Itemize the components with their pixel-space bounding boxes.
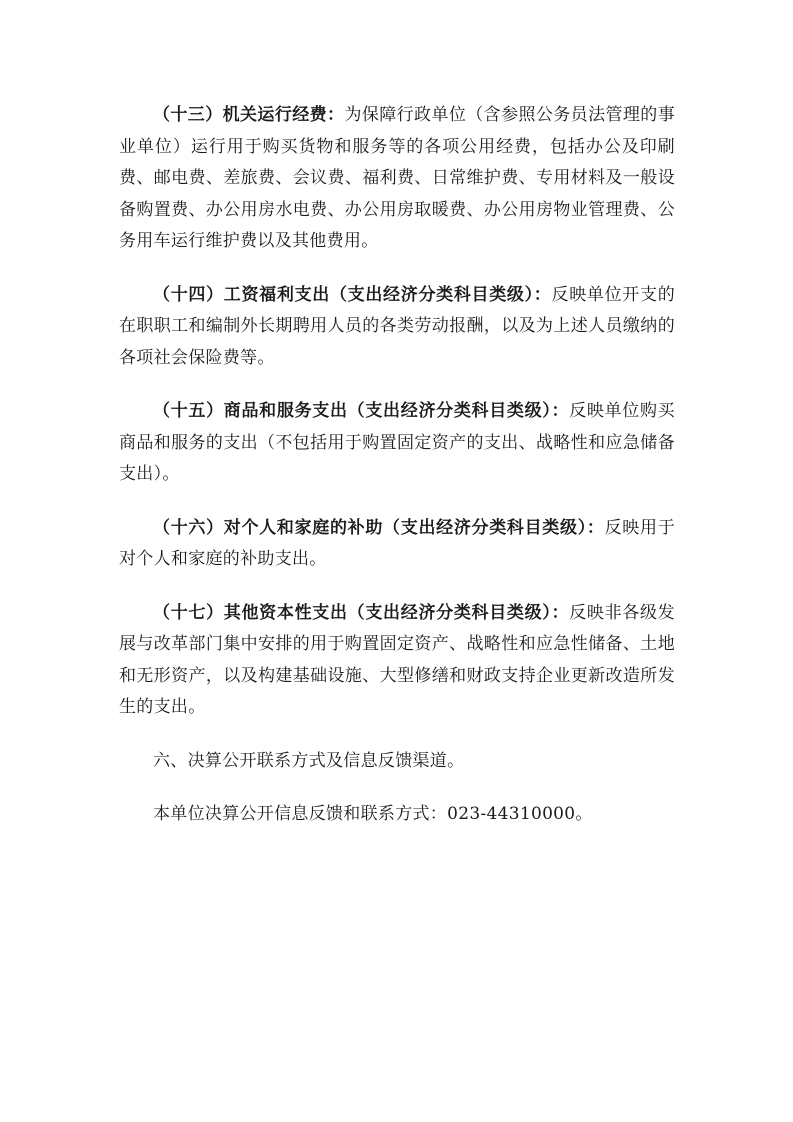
definition-item-16 xyxy=(119,513,675,576)
definition-term: （十五）商品和服务支出（支出经济分类科目类级）： xyxy=(153,401,570,421)
definition-text: 反映单位开支的在职职工和编制外长期聘用人员的各类劳动报酬，以及为上述人员缴纳的各项社会保险费等。 xyxy=(119,284,675,368)
definition-text: 反映用于对个人和家庭的补助支出。 xyxy=(119,517,675,569)
definition-text: 为保障行政单位（含参照公务员法管理的事业单位）运行用于购买货物和服务等的各项公用经费，包括办公及印刷费、邮电费、差旅费、会议费、福利费、日常维护费、专用材料及一般设备购置费、办公用房水电费、办公用房取暖费、办公用房物业管理费、公务用车运行维护费以及其他费用。 xyxy=(119,105,675,251)
definition-text: 反映非各级发展与改革部门集中安排的用于购置固定资产、战略性和应急性储备、土地和无形资产，以及构建基础设施、大型修缮和财政支持企业更新改造所发生的支出。 xyxy=(119,602,675,717)
section-heading: 六、决算公开联系方式及信息反馈渠道。 xyxy=(153,750,465,771)
definition-item-15 xyxy=(119,396,675,491)
definition-item-13 xyxy=(119,100,675,258)
definition-term: （十六）对个人和家庭的补助（支出经济分类科目类级）： xyxy=(153,517,605,538)
definition-item-14 xyxy=(119,280,675,375)
contact-info: 本单位决算公开信息反馈和联系方式：023-44310000。 xyxy=(153,804,593,824)
definition-term: （十七）其他资本性支出（支出经济分类科目类级）： xyxy=(153,602,570,623)
definition-term: （十三）机关运行经费： xyxy=(153,105,345,125)
document-page xyxy=(119,100,675,853)
definition-text: 反映单位购买商品和服务的支出（不包括用于购置固定资产的支出、战略性和应急储备支出）。 xyxy=(119,401,675,484)
definition-item-17 xyxy=(119,598,675,724)
definition-term: （十四）工资福利支出（支出经济分类科目类级）： xyxy=(153,284,552,305)
